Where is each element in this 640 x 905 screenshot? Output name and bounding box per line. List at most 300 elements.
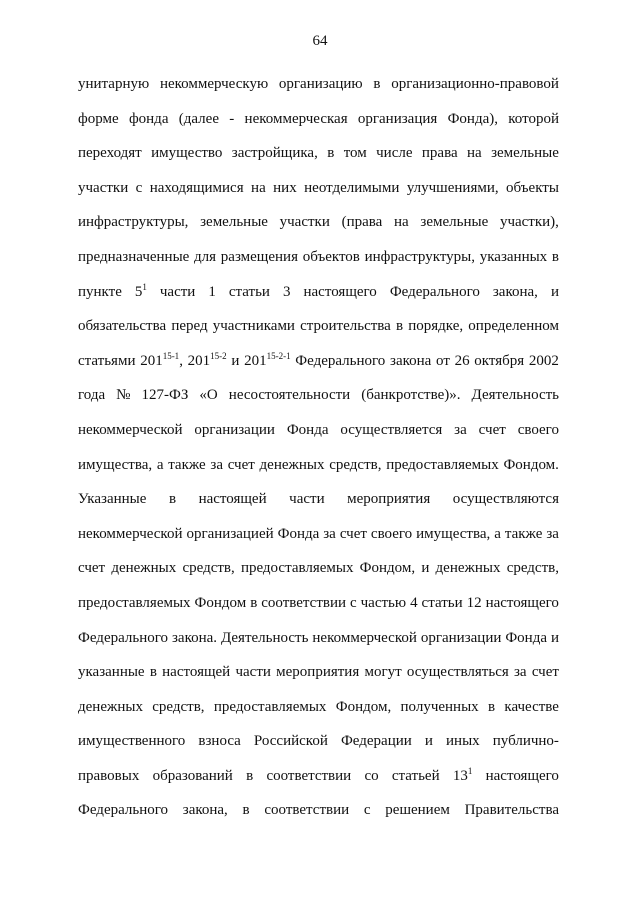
word (365, 240, 475, 275)
word-text: указанные (78, 664, 145, 681)
word (480, 240, 547, 275)
word-text: мероприятия (347, 491, 431, 508)
word-text: средств, (506, 560, 559, 577)
word (514, 655, 527, 690)
word (500, 205, 559, 240)
word-text: 201 (187, 352, 211, 369)
word (208, 275, 216, 310)
word (195, 586, 247, 621)
word (467, 136, 482, 171)
word (78, 690, 143, 725)
word-text: 127-ФЗ (141, 387, 189, 404)
word-text: (банкротстве)». (361, 387, 461, 404)
word (78, 517, 182, 552)
word-text: в (246, 767, 254, 784)
word (78, 655, 145, 690)
word-text: земельные (420, 214, 489, 231)
word (160, 275, 195, 310)
word (280, 205, 330, 240)
word-text: с (135, 179, 143, 196)
word-text: 3 (282, 283, 291, 300)
word (505, 621, 547, 656)
word (401, 690, 479, 725)
word-text: них (273, 179, 297, 196)
word-text: застройщика, (231, 145, 318, 162)
text-line (78, 67, 559, 102)
word-text: правовых (78, 767, 140, 784)
word-text: несостоятельности (228, 387, 351, 404)
text-line (78, 690, 559, 725)
word-text: в (250, 594, 258, 611)
word (78, 171, 128, 206)
word (78, 621, 168, 656)
word (421, 621, 502, 656)
word-text: (права (341, 214, 383, 231)
word-text: закона, (492, 283, 538, 300)
word-text: организацию (278, 76, 363, 92)
word (266, 759, 351, 794)
word (162, 655, 230, 690)
word (479, 413, 506, 448)
word (283, 275, 291, 310)
word (416, 517, 490, 552)
word (448, 102, 498, 137)
word-text: за (546, 525, 559, 542)
text-line (78, 205, 559, 240)
word (552, 240, 559, 275)
word (136, 171, 143, 206)
word-text: счет (78, 560, 106, 577)
word-text: и (550, 629, 559, 646)
text-line (78, 309, 559, 344)
superscript: 15-1 (162, 350, 180, 361)
word (241, 551, 354, 586)
word-text: также (504, 525, 543, 542)
word-text: предоставляемых (240, 560, 354, 577)
word-text: участки), (499, 214, 559, 231)
word (472, 378, 559, 413)
word (453, 482, 559, 517)
word-text: закона. (171, 629, 218, 646)
word-text: фонда (128, 110, 169, 127)
word (436, 344, 450, 379)
word (327, 136, 334, 171)
word (142, 378, 189, 413)
word (183, 793, 228, 828)
text-line (78, 551, 559, 586)
word (78, 482, 146, 517)
word-text: Фондом. (503, 456, 559, 473)
word-text: участки (78, 179, 129, 196)
word (78, 240, 189, 275)
word (494, 517, 501, 552)
word-text: и (424, 733, 433, 750)
word-text: в (396, 318, 404, 335)
word (171, 309, 207, 344)
word (160, 67, 268, 102)
word (78, 413, 182, 448)
word (179, 102, 219, 137)
word-text: от (436, 352, 450, 369)
word-text: Федерального (78, 629, 169, 646)
word (229, 275, 270, 310)
word-text: части (235, 664, 271, 681)
word (304, 171, 399, 206)
word-text: своего (517, 421, 559, 438)
word (152, 690, 204, 725)
word-text: Деятельность (471, 387, 559, 404)
word-text: денежных (111, 560, 177, 577)
word (279, 67, 363, 102)
word (254, 724, 328, 759)
word-text: и (231, 352, 240, 369)
word (289, 482, 324, 517)
word (506, 171, 559, 206)
word (505, 517, 543, 552)
word-text: некоммерческая (244, 110, 348, 127)
word-text: числе (376, 145, 413, 162)
word-text: на (394, 214, 409, 231)
word (546, 517, 559, 552)
word (347, 482, 430, 517)
word-text: в (327, 145, 335, 162)
word-text: соответствии (264, 802, 350, 819)
word-text: в (551, 248, 559, 265)
word (199, 378, 217, 413)
word-text: статьями (78, 352, 136, 369)
word (150, 655, 157, 690)
word (503, 448, 558, 483)
word (361, 378, 460, 413)
punctuation: , (179, 352, 183, 369)
word (360, 551, 415, 586)
word (78, 102, 119, 137)
word-text: Фонда), (447, 110, 498, 127)
word (344, 136, 367, 171)
word (303, 240, 360, 275)
word-text: публично- (492, 733, 559, 750)
word-text: а (494, 525, 501, 542)
word (407, 655, 509, 690)
word-text: и (550, 283, 559, 300)
word (493, 724, 559, 759)
word-text: объектов (302, 248, 360, 265)
superscript: 15-2-1 (266, 350, 291, 361)
word-text: (далее (178, 110, 219, 127)
word-text: иных (446, 733, 480, 750)
word-text: могут (364, 664, 402, 681)
word (376, 136, 412, 171)
word (453, 759, 473, 794)
word-text: счет (339, 525, 367, 542)
word-text: в (168, 491, 177, 508)
word (200, 205, 268, 240)
word-text: организации (194, 421, 275, 438)
text-line (78, 621, 559, 656)
word (78, 448, 152, 483)
word (244, 344, 291, 379)
word (551, 275, 559, 310)
word (422, 136, 458, 171)
word-text: Российской (253, 733, 328, 750)
word-text: Фондом, (335, 698, 392, 715)
text-line (78, 586, 559, 621)
word (364, 793, 371, 828)
word-text: за (323, 525, 336, 542)
word-text: участки (279, 214, 330, 231)
word (273, 171, 297, 206)
word-text: 2002 (528, 352, 559, 369)
word (391, 67, 559, 102)
word-text: настоящего (485, 594, 559, 611)
word-text: некоммерческой (78, 525, 183, 542)
word (172, 621, 217, 656)
word-text: за (210, 456, 223, 473)
word (135, 275, 147, 310)
word-text: указанных (479, 248, 548, 265)
word (229, 378, 350, 413)
word (210, 448, 223, 483)
word (150, 171, 244, 206)
word (78, 275, 122, 310)
word (140, 344, 183, 379)
word (221, 621, 308, 656)
text-line (78, 240, 559, 275)
word (78, 344, 135, 379)
word (467, 586, 482, 621)
word-text: 26 (454, 352, 470, 369)
word-text: года (78, 387, 106, 404)
word-text: организацией (186, 525, 274, 542)
word-text: неотделимыми (304, 179, 400, 196)
word-text: за (514, 664, 527, 681)
word (264, 793, 349, 828)
word-text: осуществляются (452, 491, 559, 508)
word (364, 759, 378, 794)
word-text: Деятельность (220, 629, 309, 646)
word-text: 4 (410, 594, 418, 611)
word-text: объекты (506, 179, 559, 196)
word (198, 724, 240, 759)
word (507, 551, 559, 586)
word (390, 275, 480, 310)
word (341, 724, 412, 759)
text-line (78, 136, 559, 171)
word (168, 448, 206, 483)
word (232, 136, 318, 171)
word-text: земельные (200, 214, 268, 231)
word-text: в (373, 76, 381, 92)
word-text: Указанные (78, 491, 147, 508)
word-text: имущество (151, 145, 223, 162)
word (229, 102, 234, 137)
word-text: некоммерческую (159, 76, 269, 92)
word (78, 136, 142, 171)
word-text: улучшениями, (406, 179, 499, 196)
word (260, 448, 325, 483)
word-text: счет (478, 421, 506, 438)
word-text: 12 (466, 594, 482, 611)
word (186, 517, 273, 552)
word (228, 448, 255, 483)
word (386, 448, 499, 483)
word-text: настоящего (485, 767, 559, 784)
word-text: октября (474, 352, 525, 369)
word (251, 171, 266, 206)
word-text: некоммерческой (312, 629, 417, 646)
word (78, 67, 149, 102)
word (78, 759, 139, 794)
word (420, 205, 488, 240)
word (323, 517, 336, 552)
word (425, 724, 433, 759)
word-text: организация (357, 110, 438, 127)
word-text: 1 (208, 283, 216, 300)
word-text: закона (390, 352, 432, 369)
word (336, 690, 391, 725)
word-text: организации (420, 629, 502, 646)
word (454, 413, 467, 448)
word-text: земельные (491, 145, 559, 162)
superscript: 15-2 (210, 350, 227, 361)
word-text: участниками (212, 318, 295, 335)
word-text: Фондом (194, 594, 247, 611)
word (78, 378, 105, 413)
word (364, 655, 401, 690)
word-text: 5 (134, 283, 143, 300)
word (518, 413, 559, 448)
word (231, 344, 239, 379)
word (116, 378, 130, 413)
word (373, 67, 380, 102)
word-text: определенном (468, 318, 559, 335)
word-text: предоставляемых (386, 456, 499, 473)
word (245, 102, 348, 137)
word (78, 793, 168, 828)
word (340, 517, 367, 552)
word (455, 344, 470, 379)
word (199, 482, 267, 517)
word-text: счет (227, 456, 255, 473)
word (422, 586, 463, 621)
word-text: денежных (78, 698, 143, 715)
word-text: Федерации (340, 733, 412, 750)
text-line (78, 759, 559, 794)
word-text: образований (152, 767, 233, 784)
word-text: настоящей (162, 664, 231, 681)
page-number: 64 (312, 33, 328, 49)
word-text: а (156, 456, 164, 473)
word-text: размещения (220, 248, 298, 265)
word (295, 344, 385, 379)
word (491, 136, 559, 171)
word (78, 551, 105, 586)
word-text: с (350, 594, 357, 611)
word (529, 344, 559, 379)
word-text: Фонда (505, 629, 547, 646)
word (504, 690, 559, 725)
word (312, 621, 416, 656)
text-line (78, 655, 559, 690)
word-text: перед (171, 318, 208, 335)
word (493, 275, 538, 310)
word (468, 309, 559, 344)
word-text: Фондом, (359, 560, 416, 577)
word (508, 102, 559, 137)
word (358, 102, 437, 137)
word-text: для (194, 248, 217, 265)
word-text: Федерального (389, 283, 480, 300)
word-text: Федерального (295, 352, 386, 369)
word (446, 724, 480, 759)
word (361, 586, 406, 621)
word-text: организационно-правовой (391, 76, 559, 92)
word (151, 136, 222, 171)
word-text: денежных (259, 456, 325, 473)
word (392, 759, 440, 794)
word (78, 586, 191, 621)
word-text: средств, (182, 560, 235, 577)
word-text: в (149, 664, 157, 681)
word (276, 655, 359, 690)
word-text: обязательства (78, 318, 167, 335)
text-line (78, 102, 559, 137)
word-text: предоставляемых (78, 594, 191, 611)
word-text: частью (360, 594, 407, 611)
word-text: находящимися (149, 179, 244, 196)
word-text: унитарную (78, 76, 150, 92)
word-text: «О (199, 387, 218, 404)
word-text: закона, (182, 802, 228, 819)
word-text: имущественного (78, 733, 186, 750)
word-text: порядке, (408, 318, 464, 335)
word-text: денежных (435, 560, 501, 577)
word-text: полученных (400, 698, 479, 715)
word-text: соответствии (261, 594, 347, 611)
word (78, 309, 166, 344)
text-line (78, 378, 559, 413)
word-text: Правительства (464, 802, 559, 819)
superscript: 1 (467, 765, 473, 776)
word (300, 309, 391, 344)
word (78, 205, 188, 240)
text-line (78, 448, 559, 483)
word (194, 240, 216, 275)
word (371, 517, 412, 552)
word-text: настоящей (198, 491, 267, 508)
word-text: за (454, 421, 467, 438)
word (188, 344, 227, 379)
text-line (78, 275, 559, 310)
word (157, 448, 164, 483)
word (129, 102, 169, 137)
word (488, 690, 495, 725)
word-text: том (343, 145, 367, 162)
word (342, 205, 383, 240)
word-text: строительства (300, 318, 391, 335)
word-text: мероприятия (276, 664, 360, 681)
word-text: на (467, 145, 482, 162)
word-text: со (364, 767, 379, 784)
word (465, 793, 559, 828)
word (78, 724, 185, 759)
word-text: предоставляемых (213, 698, 327, 715)
word (278, 517, 320, 552)
word (153, 759, 233, 794)
word-text: осуществляется (340, 421, 443, 438)
word (408, 309, 463, 344)
text-line (78, 724, 559, 759)
